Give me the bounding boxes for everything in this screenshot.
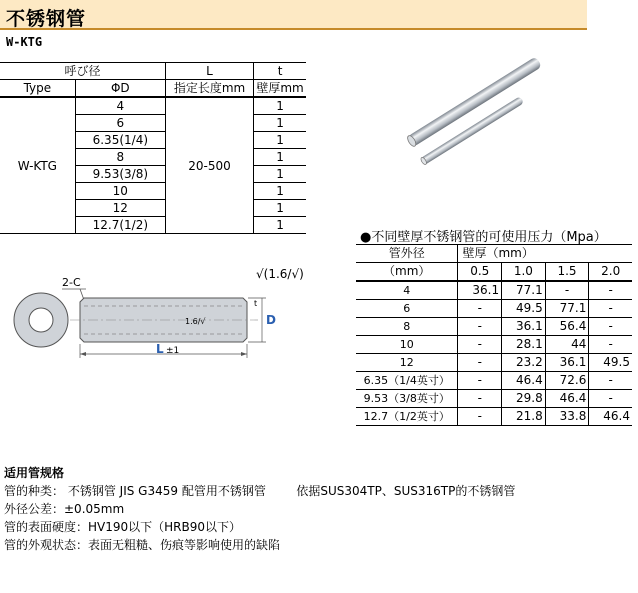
pressure-value-cell: 36.1 <box>458 281 502 300</box>
page-title: 不锈钢管 <box>6 8 87 30</box>
diameter-cell: 12.7(1/2) <box>75 217 165 234</box>
pressure-value-cell: - <box>589 300 632 318</box>
surface-mark: 1.6/√ <box>185 317 206 326</box>
pressure-value-cell: 49.5 <box>589 354 632 372</box>
pipe-kind-label: 管的种类： <box>4 484 65 498</box>
pressure-value-cell: 29.8 <box>502 390 546 408</box>
pipe-kind-value: 不锈钢管 JIS G3459 配管用不锈钢管 <box>67 484 266 498</box>
wall-thickness-col: 0.5 <box>458 263 502 282</box>
od-header: 管外径 <box>356 245 458 263</box>
pressure-row <box>356 281 632 300</box>
pressure-row <box>356 300 632 318</box>
pressure-row <box>356 354 632 372</box>
length-header-top: L <box>165 63 253 80</box>
pressure-value-cell: 23.2 <box>502 354 546 372</box>
pressure-value-cell: 46.4 <box>502 372 546 390</box>
od-unit-header: （mm） <box>356 263 458 282</box>
wall-header-bottom: 壁厚mm <box>254 80 306 98</box>
wall-cell: 1 <box>254 183 306 200</box>
notes-heading: 适用管规格 <box>4 466 65 480</box>
spec-table <box>0 62 306 234</box>
title-bar <box>0 0 587 30</box>
pressure-row <box>356 408 632 426</box>
pressure-table <box>356 244 632 426</box>
pressure-value-cell: - <box>458 336 502 354</box>
wall-cell: 1 <box>254 115 306 132</box>
wall-cell: 1 <box>254 149 306 166</box>
notes-section <box>4 464 515 554</box>
pipe-kind-extra: 依据SUS304TP、SUS316TP的不锈钢管 <box>296 484 516 498</box>
dim-d-label: D <box>266 313 276 327</box>
diameter-cell: 6 <box>75 115 165 132</box>
wall-thickness-col: 2.0 <box>589 263 632 282</box>
pressure-value-cell: - <box>458 372 502 390</box>
pressure-value-cell: 77.1 <box>545 300 589 318</box>
pressure-row <box>356 390 632 408</box>
pressure-value-cell: 33.8 <box>545 408 589 426</box>
tube-photo <box>392 44 552 170</box>
pressure-value-cell: - <box>458 300 502 318</box>
od-tolerance-line: 外径公差：±0.05mm <box>4 502 125 516</box>
diameter-cell: 4 <box>75 97 165 115</box>
pressure-row <box>356 318 632 336</box>
pressure-value-cell: 46.4 <box>589 408 632 426</box>
wall-cell: 1 <box>254 132 306 149</box>
pressure-value-cell: - <box>589 318 632 336</box>
pressure-value-cell: - <box>589 281 632 300</box>
pressure-value-cell: 28.1 <box>502 336 546 354</box>
wall-cell: 1 <box>254 200 306 217</box>
od-cell: 6 <box>356 300 458 318</box>
diameter-header: ΦD <box>75 80 165 98</box>
od-cell: 4 <box>356 281 458 300</box>
pressure-value-cell: 49.5 <box>502 300 546 318</box>
pressure-table-body <box>356 281 632 426</box>
pressure-value-cell: 36.1 <box>545 354 589 372</box>
wall-thickness-col: 1.0 <box>502 263 546 282</box>
dim-t-label: t <box>254 299 258 308</box>
wall-cell: 1 <box>254 166 306 183</box>
od-cell: 12 <box>356 354 458 372</box>
type-cell: W-KTG <box>0 97 75 234</box>
pressure-row <box>356 336 632 354</box>
od-cell: 10 <box>356 336 458 354</box>
pressure-title: ●不同壁厚不锈钢管的可使用压力（Mpa） <box>360 230 607 245</box>
diameter-cell: 12 <box>75 200 165 217</box>
pressure-value-cell: - <box>458 354 502 372</box>
type-header: Type <box>0 80 75 98</box>
pressure-row <box>356 372 632 390</box>
chamfer-label: 2-C <box>62 276 81 289</box>
pressure-value-cell: 72.6 <box>545 372 589 390</box>
pressure-value-cell: - <box>589 336 632 354</box>
length-header-bottom: 指定长度mm <box>165 80 253 98</box>
pressure-value-cell: - <box>589 372 632 390</box>
pressure-value-cell: - <box>589 390 632 408</box>
wall-cell: 1 <box>254 97 306 115</box>
pressure-value-cell: - <box>458 390 502 408</box>
spec-table-body <box>0 97 306 234</box>
pipe-kind-line <box>4 482 515 500</box>
dim-l-tolerance: ±1 <box>166 346 180 356</box>
wall-cell: 1 <box>254 217 306 234</box>
pressure-value-cell: 56.4 <box>545 318 589 336</box>
product-code: W-KTG <box>6 35 43 49</box>
length-cell: 20-500 <box>165 97 253 234</box>
pressure-value-cell: - <box>458 408 502 426</box>
pressure-value-cell: 36.1 <box>502 318 546 336</box>
od-cell: 6.35（1/4英寸） <box>356 372 458 390</box>
diameter-cell: 9.53(3/8) <box>75 166 165 183</box>
hardness-line: 管的表面硬度：HV190以下（HRB90以下） <box>4 520 242 534</box>
pressure-value-cell: 46.4 <box>545 390 589 408</box>
pressure-value-cell: 77.1 <box>502 281 546 300</box>
od-cell: 8 <box>356 318 458 336</box>
diameter-cell: 8 <box>75 149 165 166</box>
spec-row <box>0 97 306 115</box>
wall-thickness-col: 1.5 <box>545 263 589 282</box>
diameter-cell: 10 <box>75 183 165 200</box>
pressure-value-cell: - <box>545 281 589 300</box>
pressure-value-cell: 21.8 <box>502 408 546 426</box>
od-cell: 12.7（1/2英寸） <box>356 408 458 426</box>
side-view <box>70 298 258 342</box>
wall-thickness-header: 壁厚（mm） <box>458 245 632 263</box>
tube-drawing <box>0 258 320 368</box>
diameter-cell: 6.35(1/4) <box>75 132 165 149</box>
end-view <box>14 293 68 347</box>
wall-header-top: t <box>254 63 306 80</box>
roughness-label: √(1.6/√) <box>256 267 304 281</box>
pressure-value-cell: - <box>458 318 502 336</box>
callout-header: 呼び径 <box>0 63 165 80</box>
pressure-value-cell: 44 <box>545 336 589 354</box>
appearance-line: 管的外观状态：表面无粗糙、伤痕等影响使用的缺陷 <box>4 538 281 552</box>
dim-l-label: L <box>156 342 164 356</box>
od-cell: 9.53（3/8英寸） <box>356 390 458 408</box>
